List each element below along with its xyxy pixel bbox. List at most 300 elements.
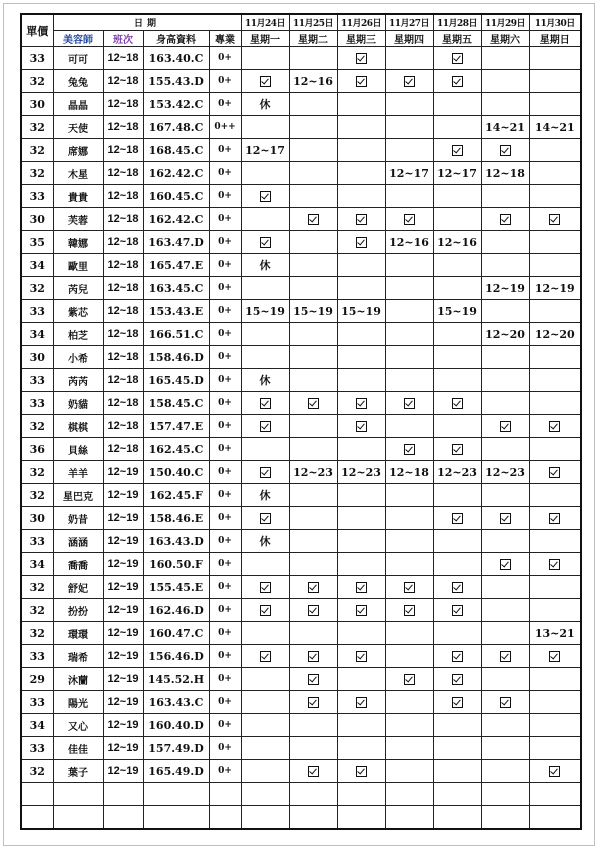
checkbox-checked-icon — [500, 214, 511, 225]
stylist-name: 葉子 — [53, 760, 103, 783]
day-cell — [337, 438, 385, 461]
day-cell: 13~21 — [529, 622, 581, 645]
day-cell — [337, 47, 385, 70]
day-cell — [241, 668, 289, 691]
day-cell — [481, 645, 529, 668]
day-cell — [481, 714, 529, 737]
day-cell — [529, 645, 581, 668]
day-cell — [289, 668, 337, 691]
body-data-cell: 145.52.H — [143, 668, 209, 691]
specialty-cell: 0+ — [209, 93, 241, 116]
header-weekday-3: 星期三 — [337, 31, 385, 47]
checkbox-checked-icon — [308, 214, 319, 225]
table-row — [21, 668, 581, 691]
day-cell — [289, 392, 337, 415]
stylist-name: 奶昔 — [53, 507, 103, 530]
checkbox-checked-icon — [308, 398, 319, 409]
stylist-name: 天使 — [53, 116, 103, 139]
day-cell: 12~18 — [481, 162, 529, 185]
stylist-name: 奶貓 — [53, 392, 103, 415]
table-row — [21, 461, 581, 484]
day-cell: 休 — [241, 369, 289, 392]
specialty-cell: 0+ — [209, 484, 241, 507]
empty-cell — [433, 806, 481, 830]
class-cell: 12~18 — [103, 47, 143, 70]
checkbox-checked-icon — [452, 398, 463, 409]
checkbox-checked-icon — [549, 513, 560, 524]
specialty-cell: 0+ — [209, 760, 241, 783]
day-cell — [241, 208, 289, 231]
table-row — [21, 530, 581, 553]
day-cell — [337, 93, 385, 116]
specialty-cell: 0+ — [209, 162, 241, 185]
day-cell — [433, 415, 481, 438]
day-cell — [481, 47, 529, 70]
price-cell: 34 — [21, 254, 53, 277]
specialty-cell: 0+ — [209, 622, 241, 645]
stylist-name: 瑞希 — [53, 645, 103, 668]
stylist-name: 棋棋 — [53, 415, 103, 438]
day-cell — [433, 139, 481, 162]
table-row — [21, 116, 581, 139]
class-cell: 12~19 — [103, 461, 143, 484]
day-cell — [241, 116, 289, 139]
checkbox-checked-icon — [260, 237, 271, 248]
body-data-cell: 160.47.C — [143, 622, 209, 645]
class-cell: 12~19 — [103, 484, 143, 507]
day-cell — [289, 438, 337, 461]
day-cell — [289, 116, 337, 139]
table-row — [21, 553, 581, 576]
specialty-cell: 0+ — [209, 415, 241, 438]
class-cell: 12~18 — [103, 300, 143, 323]
day-cell — [241, 70, 289, 93]
table-row — [21, 208, 581, 231]
checkbox-checked-icon — [404, 398, 415, 409]
table-row — [21, 645, 581, 668]
class-cell: 12~18 — [103, 254, 143, 277]
stylist-name: 涵涵 — [53, 530, 103, 553]
day-cell — [337, 553, 385, 576]
day-cell — [385, 139, 433, 162]
day-cell — [289, 484, 337, 507]
specialty-cell: 0+ — [209, 231, 241, 254]
header-row-columns — [21, 31, 581, 47]
specialty-cell: 0+ — [209, 369, 241, 392]
day-cell — [529, 668, 581, 691]
specialty-cell: 0+ — [209, 714, 241, 737]
day-cell: 12~16 — [385, 231, 433, 254]
empty-cell — [481, 783, 529, 806]
price-cell: 34 — [21, 714, 53, 737]
class-cell: 12~18 — [103, 323, 143, 346]
day-cell — [433, 714, 481, 737]
table-row — [21, 231, 581, 254]
checkbox-checked-icon — [308, 651, 319, 662]
header-date-1: 11月24日 — [241, 14, 289, 31]
day-cell — [337, 346, 385, 369]
day-cell — [241, 461, 289, 484]
header-weekday-4: 星期四 — [385, 31, 433, 47]
day-cell — [385, 93, 433, 116]
day-cell — [433, 438, 481, 461]
table-row — [21, 369, 581, 392]
checkbox-checked-icon — [356, 651, 367, 662]
specialty-cell: 0+ — [209, 553, 241, 576]
day-cell — [289, 553, 337, 576]
empty-cell — [529, 806, 581, 830]
day-cell — [529, 507, 581, 530]
day-cell — [529, 484, 581, 507]
day-cell — [433, 47, 481, 70]
day-cell — [337, 760, 385, 783]
class-cell: 12~18 — [103, 70, 143, 93]
body-data-cell: 162.45.F — [143, 484, 209, 507]
specialty-cell: 0+ — [209, 70, 241, 93]
day-cell — [337, 530, 385, 553]
header-date-5: 11月28日 — [433, 14, 481, 31]
stylist-name: 又心 — [53, 714, 103, 737]
table-row — [21, 93, 581, 116]
price-cell: 30 — [21, 93, 53, 116]
day-cell — [481, 760, 529, 783]
body-data-cell: 153.43.E — [143, 300, 209, 323]
checkbox-checked-icon — [356, 697, 367, 708]
body-data-cell: 168.45.C — [143, 139, 209, 162]
price-cell: 33 — [21, 691, 53, 714]
checkbox-checked-icon — [549, 421, 560, 432]
day-cell — [289, 323, 337, 346]
day-cell — [385, 415, 433, 438]
price-cell: 32 — [21, 461, 53, 484]
table-row — [21, 185, 581, 208]
day-cell — [337, 70, 385, 93]
day-cell — [433, 254, 481, 277]
price-cell: 33 — [21, 530, 53, 553]
day-cell — [529, 47, 581, 70]
checkbox-checked-icon — [500, 651, 511, 662]
day-cell — [385, 254, 433, 277]
day-cell — [529, 300, 581, 323]
day-cell — [289, 599, 337, 622]
empty-cell — [103, 783, 143, 806]
day-cell — [289, 714, 337, 737]
header-date-6: 11月29日 — [481, 14, 529, 31]
empty-cell — [53, 783, 103, 806]
checkbox-checked-icon — [500, 559, 511, 570]
stylist-name: 貝絲 — [53, 438, 103, 461]
body-data-cell: 158.46.D — [143, 346, 209, 369]
day-cell — [481, 415, 529, 438]
day-cell — [241, 737, 289, 760]
price-cell: 32 — [21, 116, 53, 139]
empty-cell — [103, 806, 143, 830]
day-cell — [337, 139, 385, 162]
specialty-cell: 0+ — [209, 277, 241, 300]
day-cell — [529, 162, 581, 185]
price-cell: 32 — [21, 622, 53, 645]
day-cell — [433, 116, 481, 139]
day-cell — [529, 93, 581, 116]
body-data-cell: 165.49.D — [143, 760, 209, 783]
day-cell — [241, 162, 289, 185]
class-cell: 12~18 — [103, 185, 143, 208]
table-row — [21, 507, 581, 530]
day-cell — [481, 139, 529, 162]
day-cell — [481, 530, 529, 553]
specialty-cell: 0+ — [209, 254, 241, 277]
day-cell — [337, 277, 385, 300]
table-row — [21, 760, 581, 783]
checkbox-checked-icon — [356, 214, 367, 225]
day-cell — [289, 139, 337, 162]
price-cell: 32 — [21, 576, 53, 599]
day-cell: 休 — [241, 93, 289, 116]
day-cell — [433, 668, 481, 691]
day-cell — [433, 93, 481, 116]
checkbox-checked-icon — [549, 651, 560, 662]
day-cell: 12~20 — [529, 323, 581, 346]
class-cell: 12~19 — [103, 553, 143, 576]
day-cell: 休 — [241, 484, 289, 507]
day-cell — [481, 300, 529, 323]
day-cell — [385, 668, 433, 691]
day-cell: 12~23 — [337, 461, 385, 484]
day-cell — [385, 691, 433, 714]
class-cell: 12~18 — [103, 415, 143, 438]
body-data-cell: 163.45.C — [143, 277, 209, 300]
day-cell — [481, 576, 529, 599]
specialty-cell: 0+ — [209, 668, 241, 691]
day-cell — [289, 47, 337, 70]
class-cell: 12~19 — [103, 507, 143, 530]
table-row — [21, 254, 581, 277]
class-cell: 12~19 — [103, 530, 143, 553]
checkbox-checked-icon — [452, 674, 463, 685]
day-cell — [433, 553, 481, 576]
header-weekday-1: 星期一 — [241, 31, 289, 47]
empty-cell — [53, 806, 103, 830]
day-cell — [385, 438, 433, 461]
price-cell: 33 — [21, 392, 53, 415]
day-cell — [241, 185, 289, 208]
day-cell — [241, 392, 289, 415]
empty-cell — [337, 806, 385, 830]
stylist-name: 芮芮 — [53, 369, 103, 392]
day-cell — [289, 277, 337, 300]
body-data-cell: 167.48.C — [143, 116, 209, 139]
checkbox-checked-icon — [356, 398, 367, 409]
day-cell — [481, 507, 529, 530]
day-cell — [385, 208, 433, 231]
stylist-name: 可可 — [53, 47, 103, 70]
stylist-name: 席娜 — [53, 139, 103, 162]
price-cell: 32 — [21, 760, 53, 783]
header-price: 單價 — [21, 14, 53, 47]
class-cell: 12~18 — [103, 116, 143, 139]
empty-row — [21, 806, 581, 830]
specialty-cell: 0+ — [209, 737, 241, 760]
stylist-name: 紫芯 — [53, 300, 103, 323]
empty-cell — [241, 806, 289, 830]
day-cell: 12~18 — [385, 461, 433, 484]
class-cell: 12~19 — [103, 737, 143, 760]
body-data-cell: 163.43.C — [143, 691, 209, 714]
day-cell: 休 — [241, 254, 289, 277]
body-data-cell: 165.47.E — [143, 254, 209, 277]
checkbox-checked-icon — [356, 605, 367, 616]
header-weekday-7: 星期日 — [529, 31, 581, 47]
header-date-4: 11月27日 — [385, 14, 433, 31]
empty-cell — [209, 783, 241, 806]
day-cell — [241, 507, 289, 530]
table-row — [21, 139, 581, 162]
table-row — [21, 599, 581, 622]
checkbox-checked-icon — [308, 674, 319, 685]
price-cell: 32 — [21, 484, 53, 507]
day-cell — [433, 622, 481, 645]
body-data-cell: 162.45.C — [143, 438, 209, 461]
specialty-cell: 0+ — [209, 392, 241, 415]
day-cell — [433, 576, 481, 599]
day-cell — [529, 392, 581, 415]
day-cell — [433, 346, 481, 369]
day-cell — [337, 162, 385, 185]
day-cell — [289, 576, 337, 599]
day-cell — [385, 392, 433, 415]
price-cell: 29 — [21, 668, 53, 691]
checkbox-checked-icon — [500, 145, 511, 156]
day-cell — [433, 645, 481, 668]
checkbox-checked-icon — [500, 697, 511, 708]
day-cell — [481, 93, 529, 116]
body-data-cell: 163.47.D — [143, 231, 209, 254]
day-cell — [529, 415, 581, 438]
body-data-cell: 155.43.D — [143, 70, 209, 93]
table-row — [21, 576, 581, 599]
price-cell: 32 — [21, 277, 53, 300]
empty-cell — [289, 783, 337, 806]
table-row — [21, 277, 581, 300]
day-cell — [241, 346, 289, 369]
price-cell: 33 — [21, 185, 53, 208]
checkbox-checked-icon — [356, 76, 367, 87]
checkbox-checked-icon — [356, 766, 367, 777]
price-cell: 32 — [21, 139, 53, 162]
body-data-cell: 162.42.C — [143, 162, 209, 185]
table-row — [21, 47, 581, 70]
header-date-7: 11月30日 — [529, 14, 581, 31]
day-cell — [529, 254, 581, 277]
day-cell — [337, 714, 385, 737]
schedule-body — [21, 47, 581, 830]
day-cell: 15~19 — [337, 300, 385, 323]
header-date-group: 日期 — [53, 14, 241, 31]
stylist-name: 韓娜 — [53, 231, 103, 254]
checkbox-checked-icon — [308, 582, 319, 593]
checkbox-checked-icon — [260, 191, 271, 202]
price-cell: 33 — [21, 737, 53, 760]
day-cell — [337, 323, 385, 346]
empty-cell — [21, 806, 53, 830]
specialty-cell: 0+ — [209, 438, 241, 461]
table-row — [21, 714, 581, 737]
day-cell — [289, 162, 337, 185]
day-cell: 12~23 — [433, 461, 481, 484]
checkbox-checked-icon — [260, 467, 271, 478]
empty-cell — [21, 783, 53, 806]
empty-cell — [143, 783, 209, 806]
day-cell: 12~17 — [433, 162, 481, 185]
price-cell: 32 — [21, 599, 53, 622]
day-cell — [241, 645, 289, 668]
body-data-cell: 153.42.C — [143, 93, 209, 116]
table-row — [21, 162, 581, 185]
empty-cell — [433, 783, 481, 806]
day-cell — [481, 208, 529, 231]
day-cell — [337, 208, 385, 231]
empty-cell — [289, 806, 337, 830]
class-cell: 12~19 — [103, 714, 143, 737]
specialty-cell: 0+ — [209, 576, 241, 599]
body-data-cell: 165.45.D — [143, 369, 209, 392]
day-cell — [481, 254, 529, 277]
table-row — [21, 622, 581, 645]
class-cell: 12~18 — [103, 346, 143, 369]
day-cell — [289, 737, 337, 760]
stylist-name: 小希 — [53, 346, 103, 369]
stylist-name: 陽光 — [53, 691, 103, 714]
day-cell — [529, 438, 581, 461]
checkbox-checked-icon — [308, 766, 319, 777]
day-cell: 12~23 — [289, 461, 337, 484]
specialty-cell: 0+ — [209, 300, 241, 323]
day-cell — [289, 185, 337, 208]
day-cell — [385, 369, 433, 392]
stylist-name: 扮扮 — [53, 599, 103, 622]
class-cell: 12~18 — [103, 93, 143, 116]
day-cell — [529, 346, 581, 369]
day-cell — [289, 231, 337, 254]
day-cell — [529, 714, 581, 737]
day-cell — [385, 599, 433, 622]
class-cell: 12~19 — [103, 760, 143, 783]
day-cell: 14~21 — [481, 116, 529, 139]
checkbox-checked-icon — [356, 421, 367, 432]
day-cell — [337, 645, 385, 668]
class-cell: 12~18 — [103, 231, 143, 254]
day-cell: 15~19 — [241, 300, 289, 323]
specialty-cell: 0+ — [209, 530, 241, 553]
stylist-name: 芮兒 — [53, 277, 103, 300]
day-cell — [385, 484, 433, 507]
stylist-name: 芙蓉 — [53, 208, 103, 231]
body-data-cell: 160.45.C — [143, 185, 209, 208]
header-date-3: 11月26日 — [337, 14, 385, 31]
checkbox-checked-icon — [260, 582, 271, 593]
day-cell — [481, 737, 529, 760]
class-cell: 12~18 — [103, 392, 143, 415]
checkbox-checked-icon — [452, 697, 463, 708]
specialty-cell: 0+ — [209, 645, 241, 668]
checkbox-checked-icon — [404, 76, 415, 87]
day-cell — [433, 277, 481, 300]
day-cell — [481, 622, 529, 645]
empty-cell — [481, 806, 529, 830]
day-cell — [433, 737, 481, 760]
empty-cell — [209, 806, 241, 830]
stylist-name: 貴貴 — [53, 185, 103, 208]
